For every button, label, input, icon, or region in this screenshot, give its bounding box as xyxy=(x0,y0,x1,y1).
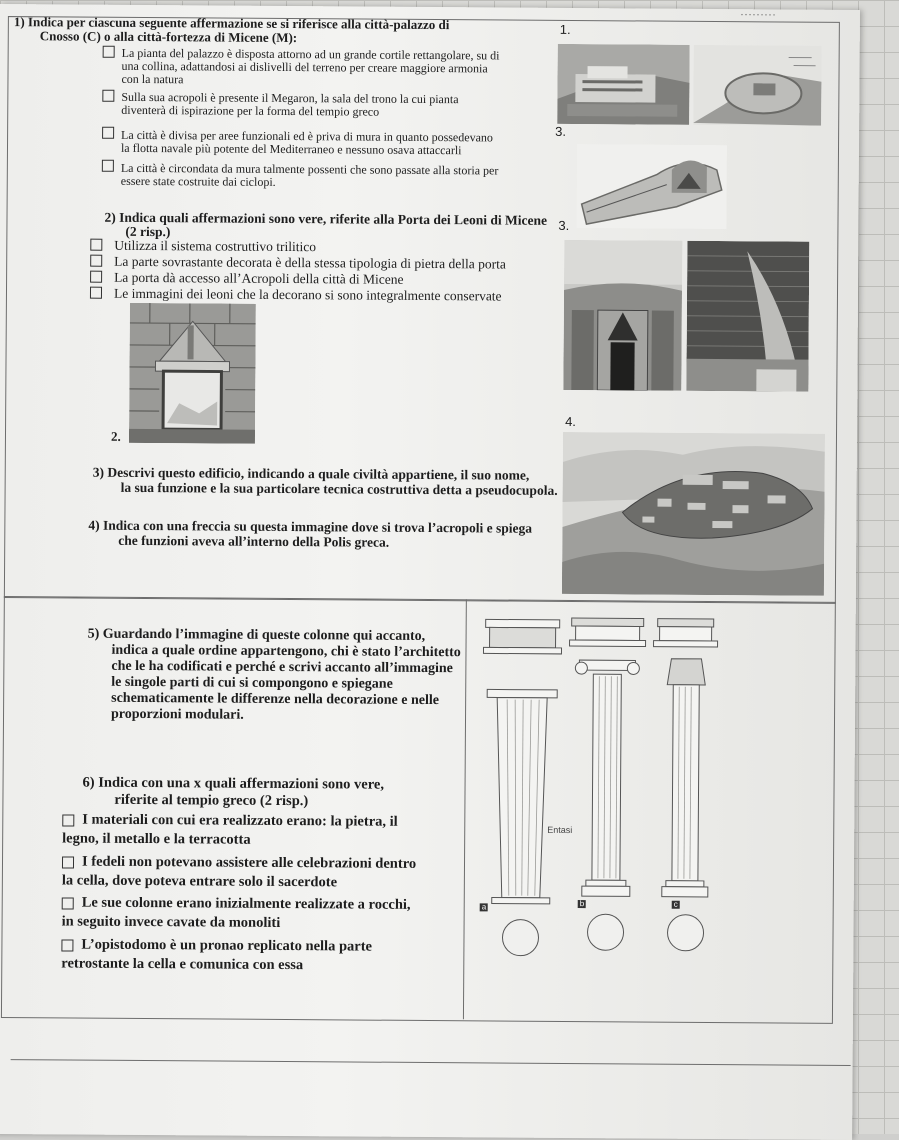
q6-title-cont: riferite al tempio greco (2 risp.) xyxy=(114,792,308,810)
q2-checkbox-2[interactable] xyxy=(90,255,102,267)
knossos-palace-image xyxy=(557,44,690,125)
footer-line xyxy=(11,1059,851,1066)
mycenae-citadel-image xyxy=(693,45,822,126)
q2-option-4: Le immagini dei leoni che la decorano si sono integralmente conservate xyxy=(114,286,502,304)
q4-text-cont: che funzioni aveva all’interno della Polis greca. xyxy=(118,533,389,550)
q4-text: 4) Indica con una freccia su questa immagine dove si trova l’acropoli e spiega xyxy=(88,518,532,536)
q5-text: 5) Guardando l’immagine di queste colonne qui accanto, indica a quale ordine appartengono, chi è stato l’architetto che le ha codificati e perché e scrivi accanto all’immagine le singole parti di cui si compongono e spiegane schematicamente le differenze nella decorazione e nelle proporzioni modulari. xyxy=(87,627,468,726)
q1-title-cont: Cnosso (C) o alla città-fortezza di Micene (M): xyxy=(40,28,297,45)
q2-title-cont: (2 risp.) xyxy=(125,224,170,239)
q1-checkbox-3[interactable] xyxy=(102,127,114,139)
column-label-a: a xyxy=(482,900,487,913)
image-label-3b: 3. xyxy=(558,218,569,233)
treasury-of-atreus-interior-image xyxy=(686,241,809,392)
image-label-2: 2. xyxy=(111,429,121,445)
q2-option-2: La parte sovrastante decorata è della stessa tipologia di pietra della porta xyxy=(114,254,506,272)
q6-option-3: Le sue colonne erano inizialmente realizzate a rocchi, in seguito invece cavate da monoliti xyxy=(82,894,472,935)
q6-checkbox-3[interactable] xyxy=(62,897,74,909)
q1-option-1: La pianta del palazzo è disposta attorno ad un grande cortile rettangolare, su di una collina, adattandosi ai dislivelli del terreno per creare maggiore armonia con la natura xyxy=(121,47,551,89)
q1-option-4: La città è circondata da mura talmente possenti che sono passate alla storia per essere state costruite dai ciclopi. xyxy=(121,162,551,191)
q3-text-cont: la sua funzione e la sua particolare tecnica costruttiva detta a pseudocupola. xyxy=(121,480,558,498)
q1-checkbox-4[interactable] xyxy=(102,160,114,172)
q2-checkbox-4[interactable] xyxy=(90,287,102,299)
column-label-b: b xyxy=(580,897,585,910)
q1-checkbox-2[interactable] xyxy=(102,90,114,102)
image-label-4: 4. xyxy=(565,414,576,429)
image-label-3a: 3. xyxy=(555,124,566,139)
q6-option-2: I fedeli non potevano assistere alle celebrazioni dentro la cella, dove poteva entrare solo il sacerdote xyxy=(82,853,472,894)
q6-option-1: I materiali con cui era realizzato erano: la pietra, il legno, il metallo e la terracotta xyxy=(82,811,472,852)
q6-checkbox-4[interactable] xyxy=(61,939,73,951)
image-label-1: 1. xyxy=(560,22,571,37)
q6-option-4: L’opistodomo è un pronao replicato nella parte retrostante la cella e comunica con essa xyxy=(81,936,471,977)
q3-text: 3) Descrivi questo edificio, indicando a quale civiltà appartiene, il suo nome, xyxy=(93,465,530,483)
greek-orders-columns-image xyxy=(473,607,726,979)
lion-gate-image xyxy=(129,303,256,444)
q2-checkbox-1[interactable] xyxy=(90,239,102,251)
header-scribble: ……… xyxy=(740,5,776,18)
q2-option-3: La porta dà accesso all’Acropoli della città di Micene xyxy=(114,270,403,287)
q2-option-1: Utilizza il sistema costruttivo trilitico xyxy=(114,238,316,254)
tholos-section-image xyxy=(576,144,727,229)
q1-option-3: La città è divisa per aree funzionali ed è priva di mura in quanto possedevano la flotta navale più potente del Mediterraneo e nessuno osava attaccarli xyxy=(121,129,551,158)
q6-checkbox-2[interactable] xyxy=(62,856,74,868)
q2-checkbox-3[interactable] xyxy=(90,271,102,283)
entasi-label: Entasi xyxy=(547,824,572,837)
q1-checkbox-1[interactable] xyxy=(103,46,115,58)
treasury-of-atreus-exterior-image xyxy=(563,240,682,391)
column-label-c: c xyxy=(674,898,678,911)
acropolis-reconstruction-image xyxy=(562,432,825,596)
q1-title: 1) Indica per ciascuna seguente affermazione se si riferisce alla città-palazzo di xyxy=(14,14,450,32)
q6-title: 6) Indica con una x quali affermazioni sono vere, xyxy=(83,775,385,794)
worksheet xyxy=(0,4,860,1140)
q6-checkbox-1[interactable] xyxy=(62,814,74,826)
q1-option-2: Sulla sua acropoli è presente il Megaron, la sala del trono la cui pianta diventerà di ispirazione per la forma del tempio greco xyxy=(121,91,551,120)
q2-title: 2) Indica quali affermazioni sono vere, riferite alla Porta dei Leoni di Micene xyxy=(104,210,547,228)
